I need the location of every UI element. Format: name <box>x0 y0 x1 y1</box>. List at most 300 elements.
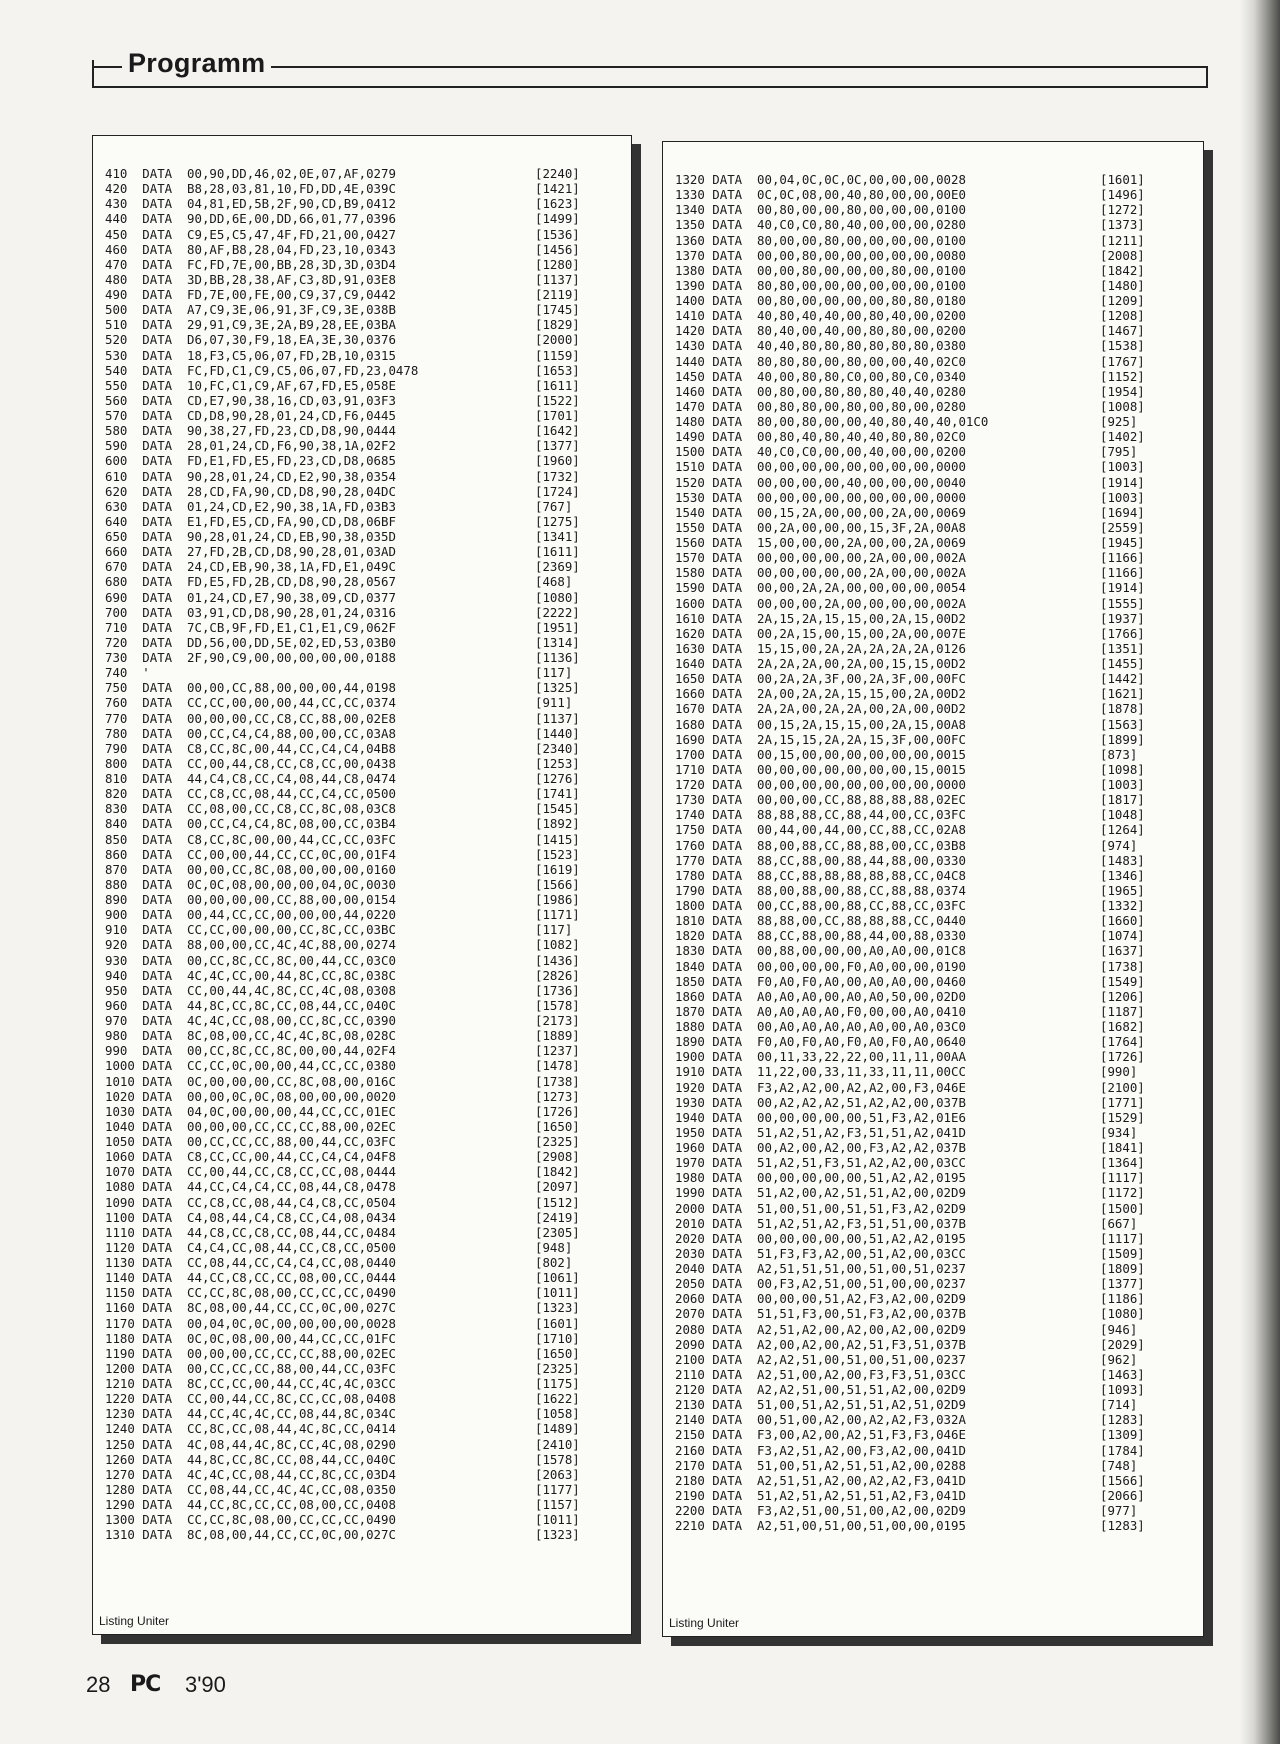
listing-code: 1170 DATA 00,04,0C,0C,00,00,00,00,0028 <box>105 1315 396 1331</box>
listing-code: 490 DATA FD,7E,00,FE,00,C9,37,C9,0442 <box>105 287 396 302</box>
listing-line <box>105 1361 631 1376</box>
listing-code: 1120 DATA C4,C4,CC,08,44,CC,C8,CC,0500 <box>105 1239 396 1255</box>
listing-checksum: [1323] <box>535 1527 580 1543</box>
listing-checksum: [1650] <box>535 1118 580 1134</box>
listing-line <box>105 832 631 847</box>
listing-checksum: [1549] <box>1100 973 1145 989</box>
listing-checksum: [974] <box>1100 837 1138 853</box>
listing-line <box>105 1028 631 1043</box>
listing-checksum: [1058] <box>535 1406 580 1422</box>
listing-checksum: [1637] <box>1100 943 1145 959</box>
listing-checksum: [1373] <box>1100 217 1145 233</box>
listing-checksum: [1660] <box>1100 913 1145 929</box>
listing-code: 990 DATA 00,CC,8C,CC,8C,00,00,44,02F4 <box>105 1043 396 1059</box>
listing-checksum: [1436] <box>535 952 580 968</box>
listing-line <box>105 469 631 484</box>
listing-code: 800 DATA CC,00,44,C8,CC,C8,CC,00,0438 <box>105 755 396 771</box>
listing-checksum: [1764] <box>1100 1034 1145 1050</box>
listing-checksum: [1003] <box>1100 489 1145 505</box>
listing-checksum: [2325] <box>535 1134 580 1149</box>
listing-checksum: [1945] <box>1100 535 1145 550</box>
listing-checksum: [1272] <box>1100 202 1145 218</box>
listing-line <box>675 1458 1203 1473</box>
listing-checksum: [1726] <box>1100 1049 1145 1065</box>
listing-checksum: [1682] <box>1100 1019 1145 1034</box>
listing-line <box>675 187 1203 202</box>
listing-line <box>675 338 1203 353</box>
listing-line <box>105 257 631 272</box>
listing-checksum: [1622] <box>535 1391 580 1407</box>
listing-line <box>675 293 1203 308</box>
listing-checksum: [2826] <box>535 967 580 983</box>
listing-code: 610 DATA 90,28,01,24,CD,E2,90,38,0354 <box>105 468 396 484</box>
listing-code: 1190 DATA 00,00,00,CC,CC,CC,88,00,02EC <box>105 1345 396 1361</box>
listing-line <box>675 822 1203 837</box>
listing-code: 1450 DATA 40,00,80,80,C0,00,80,C0,0340 <box>675 368 966 384</box>
listing-panel-left <box>92 135 632 1635</box>
listing-line <box>675 1201 1203 1216</box>
listing-line <box>675 838 1203 853</box>
listing-checksum: [873] <box>1100 746 1138 762</box>
listing-line <box>105 348 631 363</box>
listing-line <box>105 1467 631 1482</box>
listing-checksum: [1208] <box>1100 308 1145 324</box>
listing-line <box>105 847 631 862</box>
listing-line <box>675 1276 1203 1291</box>
listing-checksum: [1093] <box>1100 1382 1145 1397</box>
listing-checksum: [1538] <box>1100 338 1145 354</box>
listing-code: 1540 DATA 00,15,2A,00,00,00,2A,00,0069 <box>675 504 966 520</box>
listing-code: 620 DATA 28,CD,FA,90,CD,D8,90,28,04DC <box>105 483 396 499</box>
listing-code: 420 DATA B8,28,03,81,10,FD,DD,4E,039C <box>105 181 396 197</box>
listing-checksum: [1011] <box>535 1285 580 1301</box>
listing-checksum: [1273] <box>535 1088 580 1104</box>
listing-code: 630 DATA 01,24,CD,E2,90,38,1A,FD,03B3 <box>105 498 396 514</box>
listing-checksum: [2008] <box>1100 247 1145 263</box>
listing-code: 580 DATA 90,38,27,FD,23,CD,D8,90,0444 <box>105 423 396 439</box>
listing-checksum: [1082] <box>535 937 580 953</box>
listing-checksum: [1011] <box>535 1512 580 1528</box>
listing-checksum: [1463] <box>1100 1366 1145 1382</box>
listing-line <box>675 429 1203 444</box>
listing-code: 540 DATA FC,FD,C1,C9,C5,06,07,FD,23,0478 <box>105 362 419 378</box>
listing-code: 1280 DATA CC,08,44,CC,4C,4C,CC,08,0350 <box>105 1481 396 1497</box>
listing-code: 1240 DATA CC,8C,CC,08,44,4C,8C,CC,0414 <box>105 1421 396 1437</box>
listing-checksum: [1741] <box>535 786 580 802</box>
listing-checksum: [1611] <box>535 377 580 393</box>
listing-line <box>105 1149 631 1164</box>
listing-checksum: [1098] <box>1100 761 1145 777</box>
listing-checksum: [1377] <box>535 438 580 454</box>
listing-line <box>105 1195 631 1210</box>
listing-code: 1730 DATA 00,00,00,CC,88,88,88,88,02EC <box>675 792 966 808</box>
listing-line <box>675 399 1203 414</box>
listing-checksum: [1965] <box>1100 882 1145 898</box>
listing-code: 1070 DATA CC,00,44,CC,C8,CC,CC,08,0444 <box>105 1164 396 1180</box>
listing-line <box>105 1210 631 1225</box>
listing-code: 1990 DATA 51,A2,00,A2,51,51,A2,00,02D9 <box>675 1185 966 1201</box>
listing-line <box>675 792 1203 807</box>
listing-line <box>105 363 631 378</box>
listing-checksum: [1523] <box>535 846 580 862</box>
listing-checksum: [1080] <box>1100 1306 1145 1322</box>
listing-checksum: [1137] <box>535 271 580 287</box>
listing-line <box>675 1518 1203 1533</box>
listing-line <box>675 1034 1203 1049</box>
listing-checksum: [1455] <box>1100 656 1145 671</box>
listing-code: 1670 DATA 2A,2A,00,2A,2A,00,2A,00,00D2 <box>675 701 966 717</box>
listing-checksum: [1878] <box>1100 701 1145 717</box>
listing-code: 1790 DATA 88,00,88,00,88,CC,88,88,0374 <box>675 882 966 898</box>
listing-code: 1180 DATA 0C,0C,08,00,00,44,CC,CC,01FC <box>105 1330 396 1346</box>
listing-checksum: [1137] <box>535 710 580 726</box>
listing-line <box>105 665 631 680</box>
listing-line <box>105 227 631 242</box>
listing-code: 1420 DATA 80,40,00,40,00,80,80,00,0200 <box>675 323 966 339</box>
listing-code: 1390 DATA 80,80,00,00,00,00,00,00,0100 <box>675 277 966 293</box>
listing-line <box>105 756 631 771</box>
listing-line <box>675 989 1203 1004</box>
listing-line <box>105 1179 631 1194</box>
listing-checksum: [1842] <box>1100 262 1145 278</box>
listing-line <box>105 287 631 302</box>
listing-code: 2130 DATA 51,00,51,A2,51,51,A2,51,02D9 <box>675 1397 966 1413</box>
listing-code: 1530 DATA 00,00,00,00,00,00,00,00,0000 <box>675 489 966 505</box>
listing-checksum: [2173] <box>535 1013 580 1028</box>
listing-code: 1660 DATA 2A,00,2A,2A,15,15,00,2A,00D2 <box>675 686 966 702</box>
listing-line <box>675 1503 1203 1518</box>
listing-line <box>675 459 1203 474</box>
listing-code: 1470 DATA 00,80,80,00,80,00,80,00,0280 <box>675 398 966 414</box>
listing-checksum: [117] <box>535 922 573 938</box>
listing-code: 1940 DATA 00,00,00,00,00,51,F3,A2,01E6 <box>675 1109 966 1125</box>
listing-code: 1550 DATA 00,2A,00,00,00,15,3F,2A,00A8 <box>675 519 966 535</box>
listing-checksum: [1442] <box>1100 671 1145 687</box>
listing-line <box>675 1443 1203 1458</box>
listing-code: 1130 DATA CC,08,44,CC,C4,C4,CC,08,0440 <box>105 1255 396 1270</box>
listing-code: 560 DATA CD,E7,90,38,16,CD,03,91,03F3 <box>105 392 396 408</box>
listing-line <box>105 1376 631 1391</box>
listing-code: 1100 DATA C4,08,44,C4,C8,CC,C4,08,0434 <box>105 1209 396 1225</box>
listing-code: 2200 DATA F3,A2,51,00,51,00,A2,00,02D9 <box>675 1503 966 1518</box>
listing-checksum: [1545] <box>535 801 580 817</box>
listing-code: 450 DATA C9,E5,C5,47,4F,FD,21,00,0427 <box>105 226 396 242</box>
listing-line <box>675 883 1203 898</box>
listing-code: 1580 DATA 00,00,00,00,00,2A,00,00,002A <box>675 565 966 581</box>
listing-code: 700 DATA 03,91,CD,D8,90,28,01,24,0316 <box>105 604 396 620</box>
listing-line <box>105 1316 631 1331</box>
listing-code: 640 DATA E1,FD,E5,CD,FA,90,CD,D8,06BF <box>105 513 396 529</box>
listing-checksum: [1842] <box>535 1164 580 1180</box>
listing-checksum: [1694] <box>1100 504 1145 520</box>
listing-checksum: [1351] <box>1100 640 1145 656</box>
listing-line <box>675 853 1203 868</box>
listing-code: 1570 DATA 00,00,00,00,00,2A,00,00,002A <box>675 550 966 566</box>
listing-checksum: [1951] <box>535 619 580 635</box>
listing-code: 2050 DATA 00,F3,A2,51,00,51,00,00,0237 <box>675 1276 966 1292</box>
listing-checksum: [1323] <box>535 1300 580 1316</box>
listing-checksum: [1611] <box>535 544 580 560</box>
listing-code: 660 DATA 27,FD,2B,CD,D8,90,28,01,03AD <box>105 544 396 560</box>
listing-code: 1060 DATA C8,CC,CC,00,44,CC,C4,C4,04F8 <box>105 1149 396 1165</box>
listing-checksum: [1489] <box>535 1421 580 1437</box>
listing-checksum: [977] <box>1100 1503 1138 1518</box>
listing-checksum: [2419] <box>535 1209 580 1225</box>
page-number: 28 <box>86 1672 111 1697</box>
listing-checksum: [1415] <box>535 831 580 847</box>
listing-line <box>675 1367 1203 1382</box>
listing-checksum: [2100] <box>1100 1079 1145 1095</box>
listing-line <box>675 1322 1203 1337</box>
listing-line <box>675 1427 1203 1442</box>
listing-code: 480 DATA 3D,BB,28,38,AF,C3,8D,91,03E8 <box>105 271 396 287</box>
listing-line <box>105 1225 631 1240</box>
listing-code: 1310 DATA 8C,08,00,44,CC,CC,0C,00,027C <box>105 1527 396 1543</box>
listing-code: 860 DATA CC,00,00,44,CC,CC,0C,00,01F4 <box>105 846 396 862</box>
listing-line <box>675 868 1203 883</box>
listing-checksum: [468] <box>535 574 573 590</box>
listing-line <box>105 1512 631 1527</box>
listing-line <box>675 354 1203 369</box>
listing-code: 1260 DATA 44,8C,CC,8C,CC,08,44,CC,040C <box>105 1451 396 1467</box>
listing-line <box>675 1352 1203 1367</box>
listing-code: 1460 DATA 00,80,00,80,80,80,40,40,0280 <box>675 383 966 399</box>
listing-line <box>675 943 1203 958</box>
listing-checksum: [2305] <box>535 1224 580 1240</box>
listing-line <box>105 862 631 877</box>
listing-checksum: [117] <box>535 665 573 681</box>
listing-code: 910 DATA CC,CC,00,00,00,CC,8C,CC,03BC <box>105 922 396 938</box>
listing-line <box>675 1155 1203 1170</box>
listing-code: 810 DATA 44,C4,C8,CC,C4,08,44,C8,0474 <box>105 771 396 786</box>
listing-code: 2210 DATA A2,51,00,51,00,51,00,00,0195 <box>675 1518 966 1534</box>
listing-checksum: [2097] <box>535 1179 580 1195</box>
listing-checksum: [1280] <box>535 256 580 272</box>
listing-code: 1680 DATA 00,15,2A,15,15,00,2A,15,00A8 <box>675 716 966 732</box>
listing-line <box>105 786 631 801</box>
listing-code: 1950 DATA 51,A2,51,A2,F3,51,51,A2,041D <box>675 1124 966 1140</box>
listing-line <box>105 484 631 499</box>
listing-line <box>675 1382 1203 1397</box>
listing-line <box>675 172 1203 187</box>
listing-code: 1210 DATA 8C,CC,CC,00,44,CC,4C,4C,03CC <box>105 1376 396 1391</box>
listing-line <box>105 1300 631 1315</box>
listing-checksum: [1829] <box>535 317 580 333</box>
listing-code: 1930 DATA 00,A2,A2,A2,51,A2,A2,00,037B <box>675 1094 966 1110</box>
listing-line <box>105 181 631 196</box>
listing-checksum: [1440] <box>535 725 580 741</box>
listing-checksum: [1555] <box>1100 595 1145 611</box>
listing-line <box>675 369 1203 384</box>
listing-line <box>105 272 631 287</box>
listing-caption-right: Listing Uniter <box>669 1616 740 1630</box>
listing-line <box>675 202 1203 217</box>
listing-checksum: [1152] <box>1100 368 1145 384</box>
listing-checksum: [1736] <box>535 982 580 998</box>
listing-code: 720 DATA DD,56,00,DD,5E,02,ED,53,03B0 <box>105 634 396 650</box>
listing-line <box>105 801 631 816</box>
header-rule-right <box>1206 66 1208 86</box>
listing-line <box>675 580 1203 595</box>
listing-code: 530 DATA 18,F3,C5,06,07,FD,2B,10,0315 <box>105 347 396 363</box>
listing-line <box>675 535 1203 550</box>
listing-code: 1750 DATA 00,44,00,44,00,CC,88,CC,02A8 <box>675 822 966 838</box>
magazine-logo: PC <box>130 1672 161 1697</box>
listing-code: 890 DATA 00,00,00,00,CC,88,00,00,0154 <box>105 892 396 907</box>
listing-code: 1080 DATA 44,CC,C4,C4,CC,08,44,C8,0478 <box>105 1179 396 1195</box>
listing-code: 1320 DATA 00,04,0C,0C,0C,00,00,00,0028 <box>675 172 966 187</box>
listing-line <box>675 701 1203 716</box>
listing-checksum: [934] <box>1100 1124 1138 1140</box>
listing-line <box>675 308 1203 323</box>
listing-line <box>105 1119 631 1134</box>
listing-code: 1150 DATA CC,CC,8C,08,00,CC,CC,CC,0490 <box>105 1285 396 1301</box>
listing-line <box>675 263 1203 278</box>
listing-code: 1220 DATA CC,00,44,CC,8C,CC,CC,08,0408 <box>105 1391 396 1407</box>
listing-line <box>105 620 631 635</box>
listing-code: 590 DATA 28,01,24,CD,F6,90,38,1A,02F2 <box>105 438 396 454</box>
listing-code: 2030 DATA 51,F3,F3,A2,00,51,A2,00,03CC <box>675 1245 966 1261</box>
listing-line <box>675 747 1203 762</box>
listing-line <box>675 1216 1203 1231</box>
listing-code: 1820 DATA 88,CC,88,00,88,44,00,88,0330 <box>675 928 966 944</box>
listing-line <box>105 695 631 710</box>
listing-checksum: [1619] <box>535 861 580 877</box>
listing-code: 1490 DATA 00,80,40,80,40,40,80,80,02C0 <box>675 429 966 445</box>
listing-checksum: [2410] <box>535 1436 580 1452</box>
listing-code: 1430 DATA 40,40,80,80,80,80,80,80,0380 <box>675 338 966 354</box>
listing-code: 1740 DATA 88,88,88,CC,88,44,00,CC,03FC <box>675 807 966 823</box>
listing-line <box>105 1134 631 1149</box>
listing-line <box>675 626 1203 641</box>
listing-line <box>675 913 1203 928</box>
listing-checksum: [1889] <box>535 1028 580 1044</box>
listing-line <box>675 1261 1203 1276</box>
listing-checksum: [1211] <box>1100 232 1145 248</box>
listing-line <box>675 565 1203 580</box>
listing-code: 2020 DATA 00,00,00,00,00,51,A2,A2,0195 <box>675 1230 966 1246</box>
listing-code: 1910 DATA 11,22,00,33,11,33,11,11,00CC <box>675 1064 966 1080</box>
listing-checksum: [1074] <box>1100 928 1145 944</box>
listing-checksum: [1172] <box>1100 1185 1145 1201</box>
listing-code: 470 DATA FC,FD,7E,00,BB,28,3D,3D,03D4 <box>105 256 396 272</box>
listing-code: 2080 DATA A2,51,A2,00,A2,00,A2,00,02D9 <box>675 1321 966 1337</box>
listing-code: 430 DATA 04,81,ED,5B,2F,90,CD,B9,0412 <box>105 196 396 212</box>
listing-code: 1650 DATA 00,2A,2A,3F,00,2A,3F,00,00FC <box>675 671 966 687</box>
listing-code: 1350 DATA 40,C0,C0,80,40,00,00,00,0280 <box>675 217 966 233</box>
listing-line <box>105 453 631 468</box>
listing-checksum: [1496] <box>1100 187 1145 203</box>
listing-checksum: [1003] <box>1100 459 1145 475</box>
listing-code: 1030 DATA 04,0C,00,00,00,44,CC,CC,01EC <box>105 1103 396 1119</box>
listing-checksum: [925] <box>1100 414 1138 429</box>
listing-code: 1880 DATA 00,A0,A0,A0,A0,A0,00,A0,03C0 <box>675 1019 966 1034</box>
listing-checksum: [1283] <box>1100 1412 1145 1428</box>
listing-line <box>675 1110 1203 1125</box>
listing-code: 2090 DATA A2,00,A2,00,A2,51,F3,51,037B <box>675 1336 966 1352</box>
listing-checksum: [1809] <box>1100 1261 1145 1276</box>
listing-line <box>105 922 631 937</box>
listing-line <box>105 544 631 559</box>
listing-checksum: [1841] <box>1100 1140 1145 1155</box>
listing-code: 1710 DATA 00,00,00,00,00,00,00,15,0015 <box>675 761 966 777</box>
listing-checksum: [1601] <box>1100 172 1145 187</box>
listing-code: 1020 DATA 00,00,0C,0C,08,00,00,00,0020 <box>105 1088 396 1104</box>
listing-line <box>675 641 1203 656</box>
listing-checksum: [1642] <box>535 423 580 439</box>
listing-code: 570 DATA CD,D8,90,28,01,24,CD,F6,0445 <box>105 408 396 423</box>
listing-code: 690 DATA 01,24,CD,E7,90,38,09,CD,0377 <box>105 589 396 605</box>
listing-code: 680 DATA FD,E5,FD,2B,CD,D8,90,28,0567 <box>105 574 396 590</box>
listing-code: 1200 DATA 00,CC,CC,CC,88,00,44,CC,03FC <box>105 1360 396 1376</box>
listing-line <box>675 1231 1203 1246</box>
listing-code: 2160 DATA F3,A2,51,A2,00,F3,A2,00,041D <box>675 1442 966 1458</box>
listing-checksum: [1710] <box>535 1330 580 1346</box>
listing-code: 1000 DATA CC,CC,0C,00,00,44,CC,CC,0380 <box>105 1058 396 1074</box>
listing-code: 960 DATA 44,8C,CC,8C,CC,08,44,CC,040C <box>105 997 396 1013</box>
code-listing-left <box>105 166 631 1542</box>
listing-code: 1520 DATA 00,00,00,00,40,00,00,00,0040 <box>675 474 966 490</box>
listing-line <box>675 323 1203 338</box>
listing-line <box>105 1482 631 1497</box>
listing-code: 1840 DATA 00,00,00,00,F0,A0,00,00,0190 <box>675 958 966 974</box>
listing-checksum: [1986] <box>535 892 580 907</box>
listing-checksum: [1509] <box>1100 1245 1145 1261</box>
listing-checksum: [1253] <box>535 755 580 771</box>
listing-code: 970 DATA 4C,4C,CC,08,00,CC,8C,CC,0390 <box>105 1013 396 1028</box>
listing-checksum: [1578] <box>535 997 580 1013</box>
listing-checksum: [748] <box>1100 1457 1138 1473</box>
listing-line <box>105 1527 631 1542</box>
listing-checksum: [1159] <box>535 347 580 363</box>
listing-code: 1960 DATA 00,A2,00,A2,00,F3,A2,A2,037B <box>675 1140 966 1155</box>
section-title: Programm <box>122 48 271 79</box>
listing-line <box>675 1125 1203 1140</box>
listing-code: 1970 DATA 51,A2,51,F3,51,A2,A2,00,03CC <box>675 1155 966 1171</box>
listing-checksum: [1325] <box>535 680 580 696</box>
listing-code: 1870 DATA A0,A0,A0,A0,F0,00,00,A0,0410 <box>675 1003 966 1019</box>
listing-line <box>105 1285 631 1300</box>
listing-code: 1640 DATA 2A,2A,2A,00,2A,00,15,15,00D2 <box>675 656 966 671</box>
listing-checksum: [1483] <box>1100 852 1145 868</box>
listing-line <box>675 1412 1203 1427</box>
listing-line <box>105 378 631 393</box>
listing-line <box>675 1140 1203 1155</box>
listing-code: 2000 DATA 51,00,51,00,51,51,F3,A2,02D9 <box>675 1200 966 1216</box>
listing-checksum: [1738] <box>535 1073 580 1089</box>
listing-line <box>105 1240 631 1255</box>
listing-code: 2010 DATA 51,A2,51,A2,F3,51,51,00,037B <box>675 1215 966 1231</box>
listing-checksum: [1701] <box>535 408 580 423</box>
listing-checksum: [1237] <box>535 1043 580 1059</box>
listing-checksum: [1536] <box>535 226 580 242</box>
listing-line <box>105 1270 631 1285</box>
listing-code: 1010 DATA 0C,00,00,00,CC,8C,08,00,016C <box>105 1073 396 1089</box>
listing-code: 2060 DATA 00,00,00,51,A2,F3,A2,00,02D9 <box>675 1291 966 1307</box>
listing-line <box>675 490 1203 505</box>
page-edge-shadow <box>1240 0 1280 1744</box>
listing-code: 870 DATA 00,00,CC,8C,08,00,00,00,0160 <box>105 861 396 877</box>
listing-code: 1630 DATA 15,15,00,2A,2A,2A,2A,2A,0126 <box>675 640 966 656</box>
listing-code: 1050 DATA 00,CC,CC,CC,88,00,44,CC,03FC <box>105 1134 396 1149</box>
listing-code: 930 DATA 00,CC,8C,CC,8C,00,44,CC,03C0 <box>105 952 396 968</box>
listing-checksum: [1960] <box>535 453 580 469</box>
listing-checksum: [1048] <box>1100 807 1145 823</box>
listing-checksum: [911] <box>535 695 573 711</box>
listing-line <box>675 928 1203 943</box>
listing-line <box>105 242 631 257</box>
listing-checksum: [1745] <box>535 302 580 318</box>
